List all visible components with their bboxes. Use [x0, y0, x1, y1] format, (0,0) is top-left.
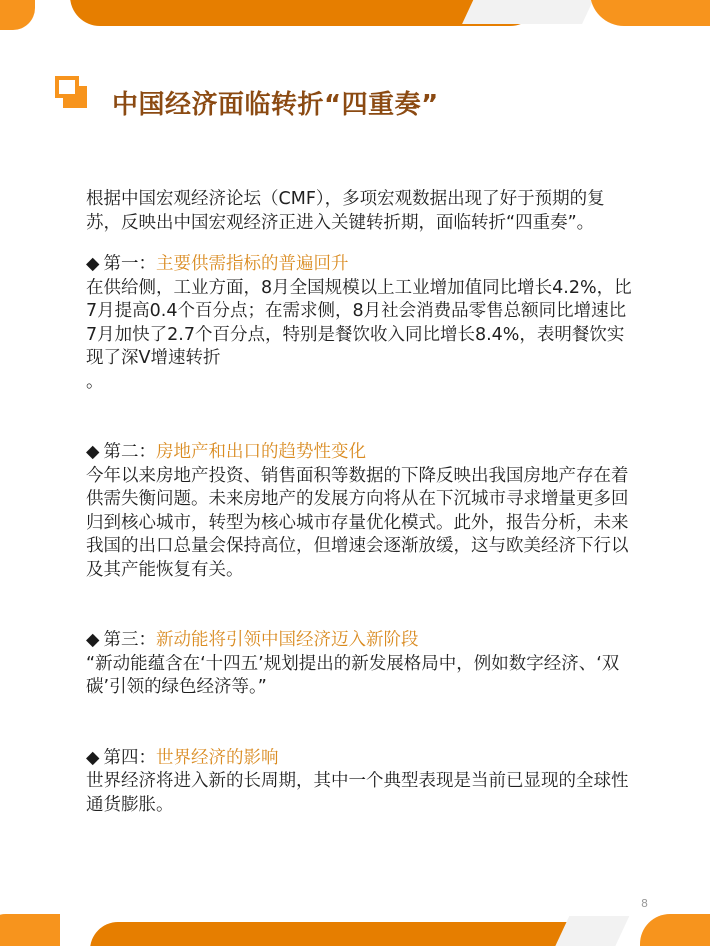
section-topic: 主要供需指标的普遍回升: [155, 254, 349, 274]
section-topic: 新动能将引领中国经济迈入新阶段: [155, 630, 419, 650]
main-content: [86, 188, 634, 817]
page-number: 8: [641, 897, 648, 910]
top-decorative-band: [0, 0, 710, 36]
page-title: 中国经济面临转折“四重奏”: [112, 90, 439, 120]
diamond-bullet-icon: ◆: [86, 630, 100, 650]
section-heading: [86, 747, 634, 771]
section-body: “新动能蕴含在‘十四五’规划提出的新发展格局中，例如数字经济、‘双碳’引领的绿色经济等。”: [86, 653, 620, 697]
section-third: [86, 629, 634, 700]
section-heading: [86, 253, 634, 277]
section-body: 今年以来房地产投资、销售面积等数据的下降反映出我国房地产存在着供需失衡问题。未来房地产的发展方向将从在下沉城市寻求增量更多回归到核心城市，转型为核心城市存量优化模式。此外，报告分析，未来我国的出口总量会保持高位，但增速会逐渐放缓，这与欧美经济下行以及其产能恢复有关。: [86, 465, 629, 580]
section-heading: [86, 441, 634, 465]
section-first: [86, 253, 634, 394]
section-second: [86, 441, 634, 582]
section-label: 第三：: [103, 630, 156, 650]
section-body-tail: 。: [86, 371, 104, 392]
section-fourth: [86, 747, 634, 818]
diamond-bullet-icon: ◆: [86, 254, 100, 274]
title-row: [55, 76, 675, 128]
square-bullet-icon: [55, 76, 89, 110]
diamond-bullet-icon: ◆: [86, 747, 100, 768]
section-label: 第二：: [103, 442, 156, 462]
section-label: 第一：: [103, 254, 156, 274]
diamond-bullet-icon: ◆: [86, 442, 100, 462]
section-topic: 世界经济的影响: [155, 747, 279, 768]
bottom-decorative-band: [0, 912, 710, 946]
section-topic: 房地产和出口的趋势性变化: [155, 442, 366, 462]
section-heading: [86, 629, 634, 653]
intro-paragraph: 根据中国宏观经济论坛（CMF），多项宏观数据出现了好于预期的复苏，反映出中国宏观经济正进入关键转折期，面临转折“四重奏”。: [86, 189, 605, 233]
section-label: 第四：: [103, 747, 156, 768]
section-body: 在供给侧，工业方面，8月全国规模以上工业增加值同比增长4.2%，比7月提高0.4个百分点；在需求侧，8月社会消费品零售总额同比增速比7月加快了2.7个百分点，特别是餐饮收入同比增长8.4%，表明餐饮实现了深V增速转折: [86, 277, 632, 368]
section-body: 世界经济将进入新的长周期，其中一个典型表现是当前已显现的全球性通货膨胀。: [86, 771, 629, 815]
